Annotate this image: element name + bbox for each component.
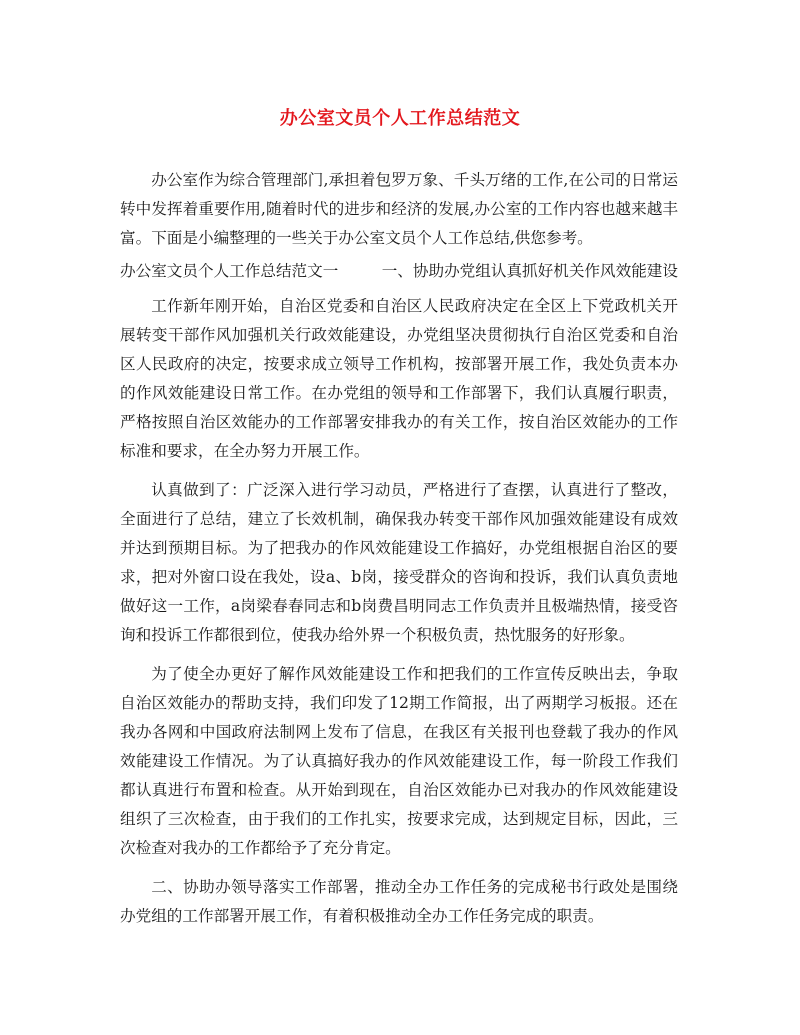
body-paragraph-3: 为了使全办更好了解作风效能建设工作和把我们的工作宣传反映出去，争取自治区效能办的帮助支持，我们印发了12期工作简报，出了两期学习板报。还在我办各网和中国政府法制网上发布了信息，在我区有关报刊也登载了我办的作风效能建设工作情况。为了认真搞好我办的作风效能建设工作，每一阶段工作我们都认真进行布置和检查。从开始到现在，自治区效能办已对我办的作风效能建设组织了三次检查，由于我们的工作扎实，按要求完成，达到规定目标，因此，三次检查对我办的工作都给予了充分肯定。 [120,665,678,857]
body-paragraph-1: 工作新年刚开始，自治区党委和自治区人民政府决定在全区上下党政机关开展转变干部作风加强机关行政效能建设，办党组坚决贯彻执行自治区党委和自治区人民政府的决定，按要求成立领导工作机构，按部署开展工作，我处负责本办的作风效能建设日常工作。在办党组的领导和工作部署下，我们认真履行职责，严格按照自治区效能办的工作部署安排我办的有关工作，按自治区效能办的工作标准和要求，在全办努力开展工作。 [120,297,678,460]
section-heading: 一、协助办党组认真抓好机关作风效能建设 [381,262,678,280]
section-label: 办公室文员个人工作总结范文一 [120,262,339,280]
body-paragraph-2: 认真做到了：广泛深入进行学习动员，严格进行了查摆，认真进行了整改，全面进行了总结，建立了长效机制，确保我办转变干部作风加强效能建设有成效并达到预期目标。为了把我办的作风效能建设工作搞好，办党组根据自治区的要求，把对外窗口设在我处，设a、b岗，接受群众的咨询和投诉，我们认真负责地做好这一工作，a岗梁春春同志和b岗费昌明同志工作负责并且极端热情，接受咨询和投诉工作都很到位，使我办给外界一个积极负责，热忱服务的好形象。 [120,481,678,644]
body-paragraph-4: 二、协助办领导落实工作部署，推动全办工作任务的完成秘书行政处是围绕办党组的工作部署开展工作，有着积极推动全办工作任务完成的职责。 [120,878,678,925]
document-body [120,166,678,941]
document-title: 办公室文员个人工作总结范文 [279,108,521,129]
section-heading-row [120,257,678,286]
intro-paragraph: 办公室作为综合管理部门,承担着包罗万象、千头万绪的工作,在公司的日常运转中发挥着重要作用,随着时代的进步和经济的发展,办公室的工作内容也越来越丰富。下面是小编整理的一些关于办公室文员个人工作总结,供您参考。 [120,171,678,247]
